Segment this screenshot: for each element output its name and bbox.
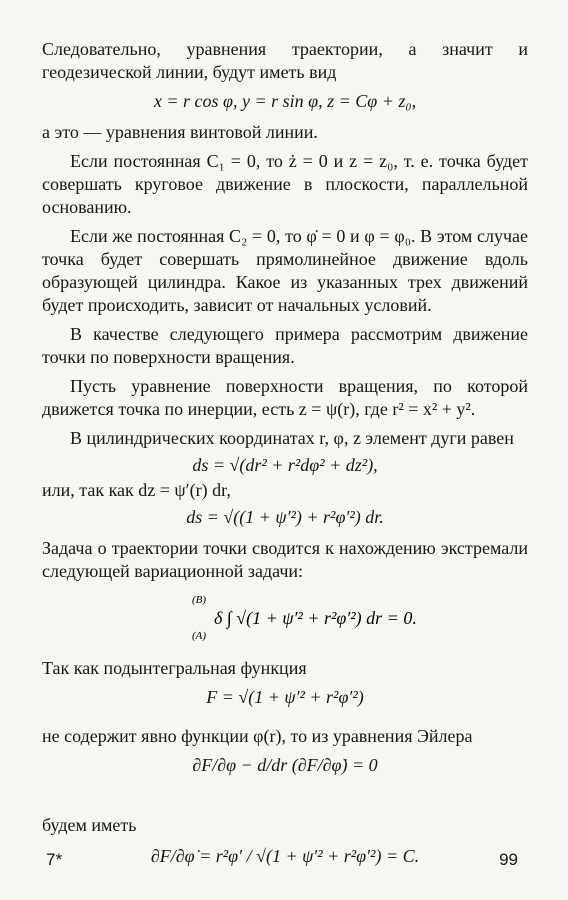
formula-result: ∂F/∂φ̇ = r²φ′ / √(1 + ψ′² + r²φ′²) = C. bbox=[150, 846, 420, 866]
paragraph-6: Пусть уравнение поверхности вращения, по которой движется точка по инерции, есть z = ψ(r), где r² = x² + y². bbox=[42, 376, 528, 419]
formula-ds-2: ds = √((1 + ψ′²) + r²φ′²) dr. bbox=[186, 507, 384, 527]
paragraph-9: Задача о траектории точки сводится к нахождению экстремали следующей вариационной задачи: bbox=[42, 538, 528, 581]
page-content bbox=[42, 38, 528, 887]
integral-upper-limit: (B) bbox=[192, 594, 207, 606]
formula-variational bbox=[42, 593, 528, 641]
paragraph-3: Если постоянная C₁ = 0, то ż = 0 и z = z₀, т. е. точка будет совершать круговое движение в плоскости, параллельной основанию. bbox=[42, 151, 528, 217]
formula-euler: ∂F/∂φ − d/dr (∂F/∂φ̇) = 0 bbox=[192, 755, 378, 775]
page-number: 99 bbox=[499, 850, 518, 869]
formula-ds-1: ds = √(dr² + r²dφ² + dz²), bbox=[192, 455, 378, 475]
variational-svg bbox=[42, 593, 528, 641]
paragraph-2: а это — уравнения винтовой линии. bbox=[42, 122, 318, 142]
paragraph-10: Так как подынтегральная функция bbox=[42, 658, 307, 678]
paragraph-12: будем иметь bbox=[42, 815, 137, 835]
formula-helix: x = r cos φ, y = r sin φ, z = Cφ + z₀, bbox=[153, 91, 417, 111]
formula-integrand: F = √(1 + ψ′² + r²φ′²) bbox=[206, 687, 364, 707]
paragraph-8: или, так как dz = ψ′(r) dr, bbox=[42, 480, 231, 500]
paragraph-11: не содержит явно функции φ(r), то из уравнения Эйлера bbox=[42, 726, 473, 746]
paragraph-7: В цилиндрических координатах r, φ, z элемент дуги равен bbox=[70, 428, 514, 448]
paragraph-4: Если же постоянная C₂ = 0, то φ̇ = 0 и φ = φ₀. В этом случае точка будет совершать прямолинейное движение вдоль образующей цилиндра. Какое из указанных трех движений будет происходить, зависит от начальных условий. bbox=[42, 226, 528, 315]
paragraph-1: Следовательно, уравнения траектории, а значит и геодезической линии, будут иметь вид bbox=[42, 39, 528, 82]
signature-mark: 7* bbox=[46, 850, 63, 869]
paragraph-5: В качестве следующего примера рассмотрим движение точки по поверхности вращения. bbox=[42, 324, 528, 367]
integral-body: δ ∫ √(1 + ψ′² + r²φ′²) dr = 0. bbox=[214, 608, 417, 628]
integral-lower-limit: (A) bbox=[192, 630, 207, 641]
